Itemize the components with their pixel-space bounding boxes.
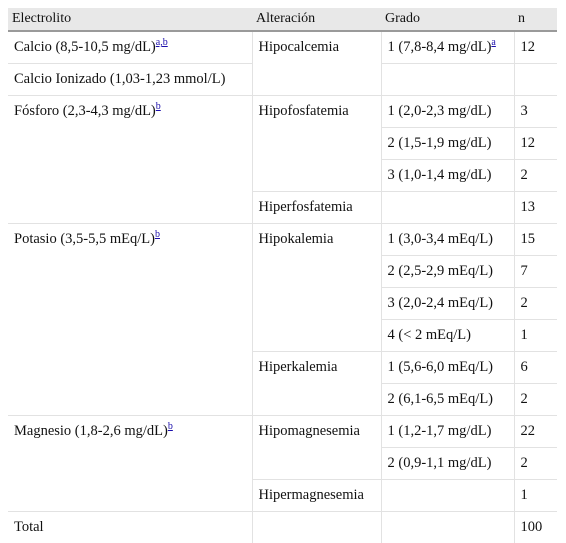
n-cell: 7 (514, 256, 557, 288)
n-cell-empty (514, 64, 557, 96)
electrolyte-cell-fosforo: Fósforo (2,3-4,3 mg/dL)$^b$ (8, 96, 252, 224)
grade-cell: 1 (3,0-3,4 mEq/L) (381, 224, 514, 256)
grade-cell: 3 (1,0-1,4 mg/dL) (381, 160, 514, 192)
footnote-link[interactable]: b (156, 101, 161, 112)
alteration-cell-empty (252, 512, 381, 543)
grade-cell: 2 (2,5-2,9 mEq/L) (381, 256, 514, 288)
n-cell: 2 (514, 160, 557, 192)
header-n: n (514, 8, 557, 31)
grade-cell: 1 (2,0-2,3 mg/dL) (381, 96, 514, 128)
alteration-cell-hipomagnesemia: Hipomagnesemia (252, 416, 381, 480)
electrolyte-cell-magnesio: Magnesio (1,8-2,6 mg/dL)$^b$ (8, 416, 252, 512)
n-cell: 1 (514, 320, 557, 352)
header-alteration: Alteración (252, 8, 381, 31)
electrolyte-cell-potasio: Potasio (3,5-5,5 mEq/L)$^b$ (8, 224, 252, 416)
grade-cell: 3 (2,0-2,4 mEq/L) (381, 288, 514, 320)
grade-cell: 1 (7,8-8,4 mg/dL)$^a$ (381, 31, 514, 64)
header-grade: Grado (381, 8, 514, 31)
grade-cell-empty (381, 480, 514, 512)
n-cell: 12 (514, 31, 557, 64)
table-row (8, 416, 557, 448)
alteration-cell-hiperkalemia: Hiperkalemia (252, 352, 381, 416)
grade-cell: 1 (1,2-1,7 mg/dL) (381, 416, 514, 448)
n-cell: 15 (514, 224, 557, 256)
table-row (8, 31, 557, 64)
n-cell: 2 (514, 448, 557, 480)
n-cell: 1 (514, 480, 557, 512)
grade-cell: 4 (< 2 mEq/L) (381, 320, 514, 352)
n-cell: 3 (514, 96, 557, 128)
footnote-link[interactable]: b (168, 421, 173, 432)
n-cell: 2 (514, 288, 557, 320)
electrolyte-cell-calcio-ionizado: Calcio Ionizado (1,03-1,23 mmol/L) (8, 64, 252, 96)
grade-cell-empty (381, 192, 514, 224)
grade-cell: 2 (6,1-6,5 mEq/L) (381, 384, 514, 416)
footnote-link[interactable]: a,b (156, 37, 168, 48)
alteration-cell-hipokalemia: Hipokalemia (252, 224, 381, 352)
grade-cell: 2 (1,5-1,9 mg/dL) (381, 128, 514, 160)
total-n: 100 (514, 512, 557, 543)
alteration-cell-hipofosfatemia: Hipofosfatemia (252, 96, 381, 192)
table-row (8, 224, 557, 256)
electrolyte-table (8, 8, 557, 543)
footnote-link[interactable]: a (491, 37, 495, 48)
total-label: Total (8, 512, 252, 543)
alteration-cell-hipocalcemia: Hipocalcemia (252, 31, 381, 96)
electrolyte-cell-calcio: Calcio (8,5-10,5 mg/dL)$^{a,b}$ (8, 31, 252, 64)
grade-cell-empty (381, 64, 514, 96)
alteration-cell-hipermagnesemia: Hipermagnesemia (252, 480, 381, 512)
table-row-total (8, 512, 557, 543)
table-header-row (8, 8, 557, 31)
grade-cell: 1 (5,6-6,0 mEq/L) (381, 352, 514, 384)
grade-cell-empty (381, 512, 514, 543)
n-cell: 6 (514, 352, 557, 384)
alteration-cell-hiperfosfatemia: Hiperfosfatemia (252, 192, 381, 224)
n-cell: 22 (514, 416, 557, 448)
n-cell: 12 (514, 128, 557, 160)
header-electrolyte: Electrolito (8, 8, 252, 31)
table-row (8, 96, 557, 128)
n-cell: 13 (514, 192, 557, 224)
grade-cell: 2 (0,9-1,1 mg/dL) (381, 448, 514, 480)
n-cell: 2 (514, 384, 557, 416)
electrolyte-table-container (8, 8, 557, 543)
footnote-link[interactable]: b (155, 229, 160, 240)
